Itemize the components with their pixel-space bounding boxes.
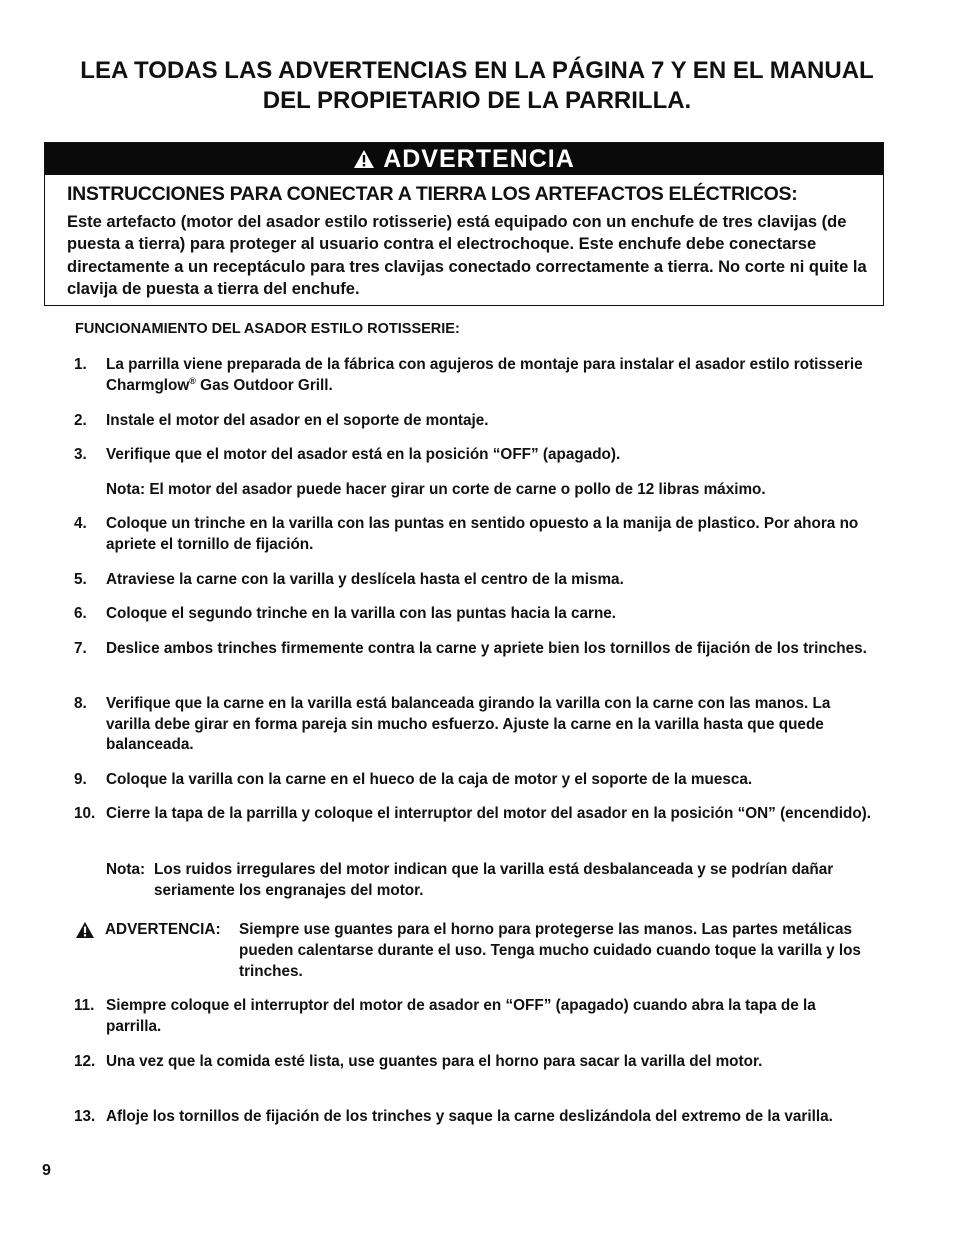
title-line-1: LEA TODAS LAS ADVERTENCIAS EN LA PÁGINA 7 Y EN EL MANUAL [80, 57, 874, 84]
note-text: Los ruidos irregulares del motor indican que la varilla está desbalanceada y se podrían dañar seriamente los engranajes del motor. [154, 861, 834, 899]
title-line-2: DEL PROPIETARIO DE LA PARRILLA. [262, 87, 692, 114]
step-number: 13. [74, 1108, 96, 1125]
step-text: Coloque el segundo trinche en la varilla con las puntas hacia la carne. [106, 605, 617, 622]
step-item [74, 1052, 874, 1073]
warning-body: Este artefacto (motor del asador estilo rotisserie) está equipado con un enchufe de tres clavijas (de puesta a tierra) para proteger al usuario contra el electrochoque. Este enchufe debe conectarse directamente a un receptáculo para tres clavijas conectado correctamente a tierra. No corte ni quite la clavija de puesta a tierra del enchufe. [67, 213, 867, 299]
step-item [74, 445, 874, 466]
step-item [74, 411, 874, 432]
step-item [74, 770, 874, 791]
step-number: 8. [74, 695, 87, 712]
warning-triangle-icon [353, 149, 375, 169]
section-label: FUNCIONAMIENTO DEL ASADOR ESTILO ROTISSERIE: [75, 321, 460, 337]
step-item [74, 355, 874, 396]
step-number: 10. [74, 805, 96, 822]
step-item [74, 694, 874, 756]
step-number: 6. [74, 605, 87, 622]
note-label: Nota: [106, 861, 146, 878]
step-text: Coloque la varilla con la carne en el hueco de la caja de motor y el soporte de la muesca. [106, 771, 753, 788]
step-item [74, 514, 874, 555]
step-text: Siempre coloque el interruptor del motor de asador en “OFF” (apagado) cuando abra la tapa de la parrilla. [106, 997, 816, 1035]
gloves-warning-text: Siempre use guantes para el horno para protegerse las manos. Las partes metálicas pueden calentarse durante el uso. Tenga mucho cuidado cuando toque la varilla y los trinches. [239, 921, 861, 980]
step-number: 2. [74, 412, 87, 429]
step-number: 3. [74, 446, 87, 463]
step-text: Afloje los tornillos de fijación de los trinches y saque la carne deslizándola del extremo de la varilla. [106, 1108, 833, 1125]
step-item [74, 639, 874, 660]
note-irregular-noise [106, 860, 876, 901]
step-number: 1. [74, 356, 87, 373]
step-item [74, 604, 874, 625]
step-text: Una vez que la comida esté lista, use guantes para el horno para sacar la varilla del motor. [106, 1053, 763, 1070]
gloves-warning [75, 919, 875, 982]
step-text: La parrilla viene preparada de la fábrica con agujeros de montaje para instalar el asador estilo rotisserie Charmglow® Gas Outdoor Grill. [106, 356, 863, 394]
grounding-warning-box [44, 142, 884, 306]
step-item [74, 996, 874, 1037]
step-text: Instale el motor del asador en el soporte de montaje. [106, 412, 489, 429]
warning-subtitle: INSTRUCCIONES PARA CONECTAR A TIERRA LOS ARTEFACTOS ELÉCTRICOS: [67, 183, 798, 205]
step-text: Cierre la tapa de la parrilla y coloque el interruptor del motor del asador en la posición “ON” (encendido). [106, 805, 872, 822]
step-number: 5. [74, 571, 87, 588]
step-text: Verifique que la carne en la varilla está balanceada girando la varilla con la carne con las manos. La varilla debe girar en forma pareja sin mucho esfuerzo. Ajuste la carne en la varilla hasta que quede balanceada. [106, 695, 831, 754]
step-item [74, 570, 874, 591]
step-text: Coloque un trinche en la varilla con las puntas en sentido opuesto a la manija de plastico. Por ahora no apriete el tornillo de fijación. [106, 515, 859, 553]
step-number: 12. [74, 1053, 96, 1070]
step-number: 7. [74, 640, 87, 657]
step-item [74, 1107, 874, 1128]
step-text: Atraviese la carne con la varilla y deslícela hasta el centro de la misma. [106, 571, 624, 588]
note-max-weight: Nota: El motor del asador puede hacer girar un corte de carne o pollo de 12 libras máximo. [106, 481, 766, 498]
step-number: 11. [74, 997, 95, 1014]
warning-triangle-icon [75, 921, 95, 945]
page-title [40, 56, 914, 116]
warning-header [45, 143, 883, 175]
step-item [74, 804, 874, 825]
page-number: 9 [42, 1162, 51, 1179]
gloves-warning-label: ADVERTENCIA: [105, 921, 221, 938]
step-text: Deslice ambos trinches firmemente contra la carne y apriete bien los tornillos de fijación de los trinches. [106, 640, 867, 657]
step-number: 4. [74, 515, 87, 532]
step-text: Verifique que el motor del asador está en la posición “OFF” (apagado). [106, 446, 621, 463]
step-number: 9. [74, 771, 87, 788]
warning-header-label: ADVERTENCIA [383, 144, 575, 173]
